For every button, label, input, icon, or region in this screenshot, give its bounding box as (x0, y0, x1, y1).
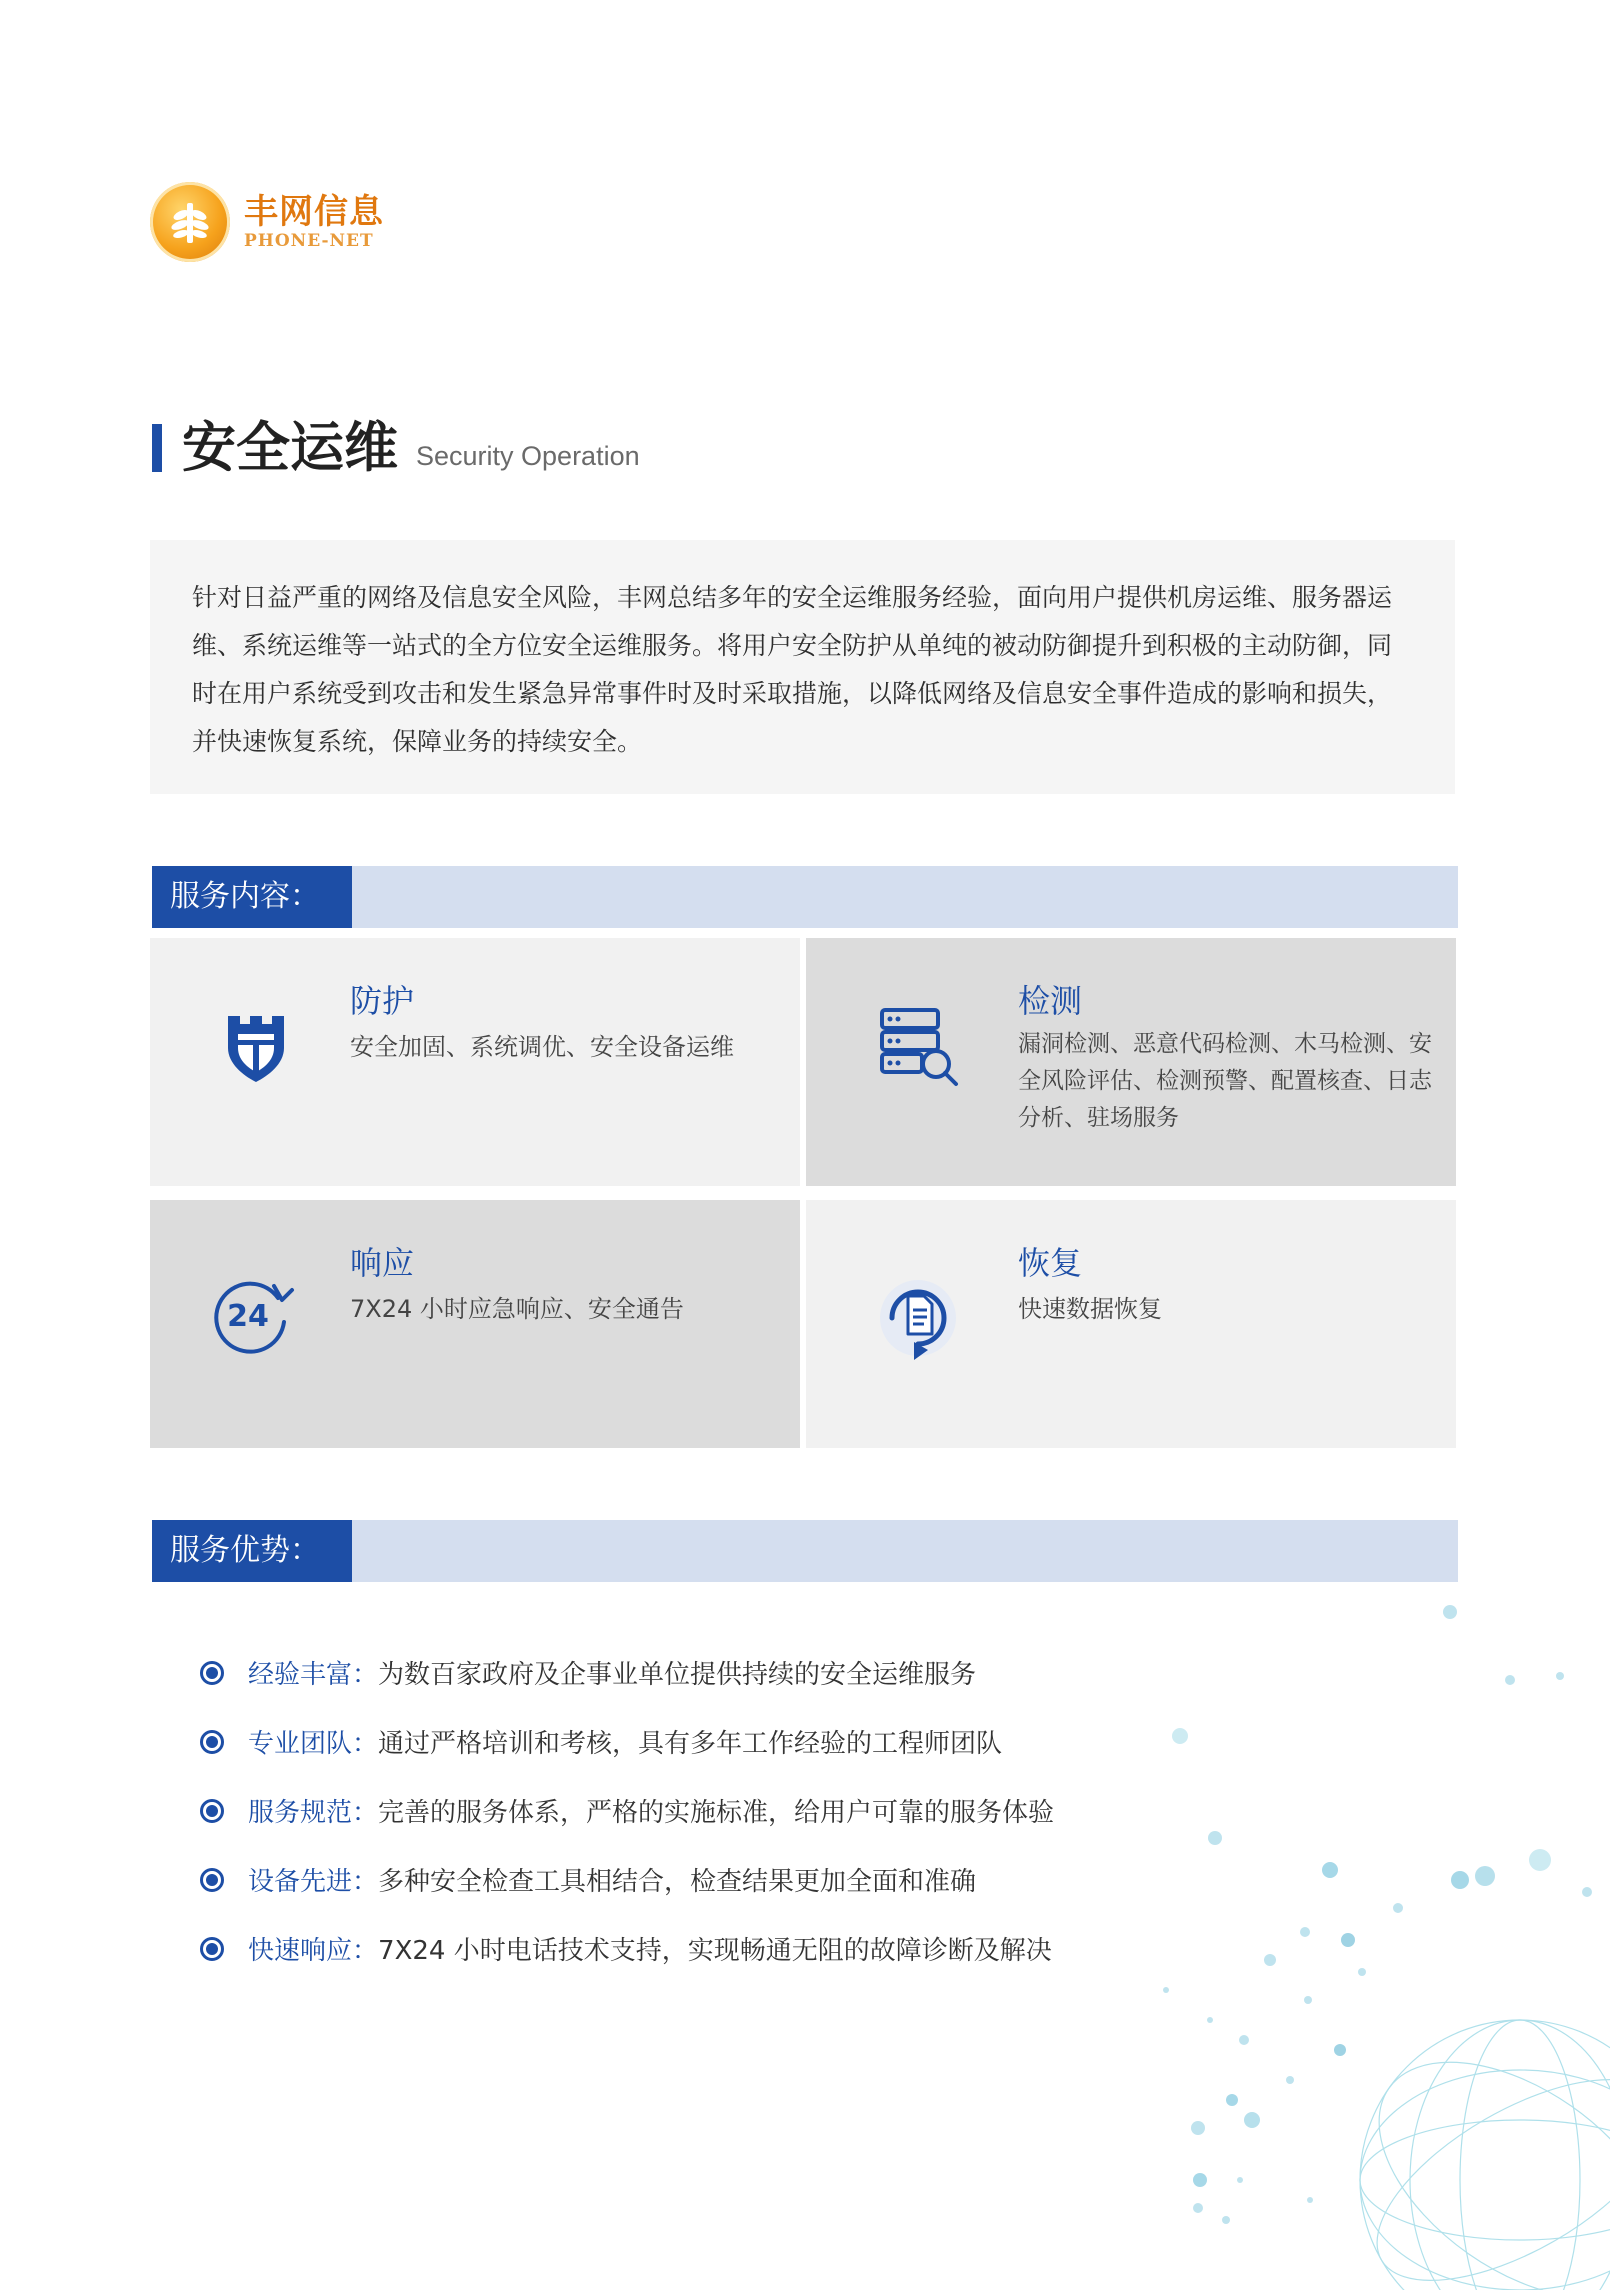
brand-logo (150, 182, 384, 262)
advantage-key: 专业团队 (248, 1729, 353, 1759)
intro-paragraph: 针对日益严重的网络及信息安全风险，丰网总结多年的安全运维服务经验，面向用户提供机房运维、服务器运维、系统运维等一站式的全方位安全运维服务。将用户安全防护从单纯的被动防御提升到积极的主动防御，同时在用户系统受到攻击和发生紧急异常事件时及时采取措施，以降低网络及信息安全事件造成的影响和损失，并快速恢复系统，保障业务的持续安全。 (150, 540, 1455, 794)
bullet-icon (200, 1937, 224, 1961)
list-item (200, 1845, 1200, 1914)
advantage-separator: ： (352, 1936, 379, 1966)
advantage-key: 服务规范 (248, 1798, 353, 1828)
list-item (200, 1776, 1200, 1845)
logo-name-en: PHONE-NET (244, 230, 374, 251)
bullet-icon (200, 1868, 224, 1892)
card-title: 检测 (1018, 982, 1083, 1020)
bullet-icon (200, 1730, 224, 1754)
advantages-label: 服务优势： (152, 1520, 352, 1582)
title-en: Security Operation (416, 441, 640, 471)
card-title: 恢复 (1018, 1244, 1083, 1282)
advantages-header (152, 1520, 1458, 1582)
card-title: 防护 (350, 982, 415, 1020)
advantages-list (200, 1638, 1200, 1983)
advantage-value: 通过严格培训和考核，具有多年工作经验的工程师团队 (378, 1729, 1003, 1759)
advantage-value: 完善的服务体系，严格的实施标准，给用户可靠的服务体验 (378, 1798, 1055, 1828)
advantage-key: 经验丰富 (248, 1660, 353, 1690)
advantage-separator: ： (352, 1798, 379, 1828)
advantage-separator: ： (352, 1867, 379, 1897)
advantage-key: 设备先进 (248, 1867, 353, 1897)
server-search-icon (872, 998, 964, 1090)
logo-name-cn: 丰网信息 (244, 191, 384, 232)
service-card-detect (806, 938, 1456, 1186)
card-description: 安全加固、系统调优、安全设备运维 (350, 1033, 734, 1061)
service-card-respond (150, 1200, 800, 1448)
card-description: 7X24 小时应急响应、安全通告 (350, 1295, 684, 1323)
list-item (200, 1638, 1200, 1707)
shield-icon (210, 998, 302, 1090)
service-card-protect (150, 938, 800, 1186)
page-title (152, 418, 640, 478)
title-cn: 安全运维 (182, 416, 398, 479)
services-label: 服务内容： (152, 866, 352, 928)
document-restore-icon (872, 1272, 964, 1364)
decorative-globe-graphic (1140, 1580, 1610, 2290)
card-title: 响应 (350, 1244, 415, 1282)
advantage-value: 为数百家政府及企事业单位提供持续的安全运维服务 (378, 1660, 977, 1690)
services-header (152, 866, 1458, 928)
advantage-separator: ： (352, 1660, 379, 1690)
advantage-value: 多种安全检查工具相结合，检查结果更加全面和准确 (378, 1867, 977, 1897)
title-accent-bar (152, 424, 162, 472)
advantage-key: 快速响应 (248, 1936, 353, 1966)
list-item (200, 1707, 1200, 1776)
24-hour-icon (206, 1270, 298, 1362)
card-description: 快速数据恢复 (1018, 1295, 1162, 1323)
service-card-recover (806, 1200, 1456, 1448)
bullet-icon (200, 1799, 224, 1823)
card-description: 漏洞检测、恶意代码检测、木马检测、安全风险评估、检测预警、配置核查、日志分析、驻场服务 (1018, 1031, 1432, 1131)
advantage-value: 7X24 小时电话技术支持，实现畅通无阻的故障诊断及解决 (378, 1936, 1052, 1966)
logo-emblem-icon (150, 182, 230, 262)
list-item (200, 1914, 1200, 1983)
24-hour-icon-text: 24 (227, 1299, 269, 1334)
bullet-icon (200, 1661, 224, 1685)
advantage-separator: ： (352, 1729, 379, 1759)
